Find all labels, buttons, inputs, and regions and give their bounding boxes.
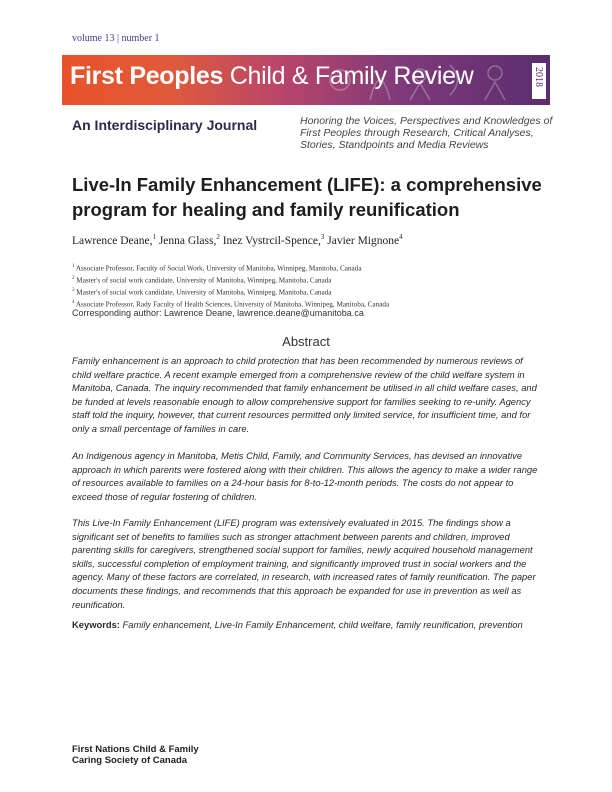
author-list xyxy=(72,233,403,247)
author-name: Jenna Glass, xyxy=(155,234,217,247)
affiliation-sup: 1 xyxy=(72,264,75,269)
author-sup: 2 xyxy=(216,233,220,241)
affiliation-sup: 2 xyxy=(72,275,75,281)
affiliation-sup: 3 xyxy=(72,287,75,293)
affiliation-sup: 4 xyxy=(72,299,75,305)
year-label: 2018 xyxy=(533,67,544,87)
publisher-line-1: First Nations Child & Family xyxy=(72,744,199,755)
banner-title-bold: First Peoples xyxy=(70,62,224,90)
abstract-paragraph-3: This Live-In Family Enhancement (LIFE) program was extensively evaluated in 2015. The findings show a significant set of benefits to families such as stronger attachment between parents and children, improved parenting skills for caregivers, strengthened social support for families, newly acquired household management skills, successful completion of employment training, and significantly improved trust in social workers and the agency. Many of these factors are correlated, in research, with increased rates of family reunification. The paper documents these findings, and recommends that this approach be expanded for use in prevention as well as reunification. xyxy=(72,517,536,610)
author-name: Lawrence Deane, xyxy=(72,234,153,247)
author-sup: 4 xyxy=(399,233,403,241)
affiliation-item xyxy=(72,274,542,286)
affiliation-text: Master's of social work candidate, University of Manitoba, Winnipeg, Manitoba, Canada xyxy=(74,276,332,285)
banner-title xyxy=(70,62,474,91)
author-name: Inez Vystrcil-Spence, xyxy=(219,234,321,247)
corresponding-author: Corresponding author: Lawrence Deane, lawrence.deane@umanitoba.ca xyxy=(72,308,364,318)
keywords-text: Family enhancement, Live-In Family Enhancement, child welfare, family reunification, prevention xyxy=(119,619,523,630)
keywords-label: Keywords: xyxy=(72,619,120,630)
volume-line: volume 13 | number 1 xyxy=(72,33,160,44)
author-sup: 3 xyxy=(320,233,325,241)
keywords xyxy=(72,618,542,632)
affiliation-item xyxy=(72,262,542,274)
abstract-heading: Abstract xyxy=(282,334,330,349)
affiliation-text: Associate Professor, Rady Faculty of Health Sciences, University of Manitoba, Winnipeg, Manitoba, Canada xyxy=(74,300,390,309)
author-sup: 1 xyxy=(152,233,156,241)
affiliation-list xyxy=(72,262,542,310)
banner-title-rest: Child & Family Review xyxy=(223,62,474,90)
affiliation-item xyxy=(72,286,542,298)
journal-banner xyxy=(62,55,550,105)
affiliation-text: Master's of social work candidate, University of Manitoba, Winnipeg, Manitoba, Canada xyxy=(74,288,332,297)
journal-tagline: Honoring the Voices, Perspectives and Knowledges of First Peoples through Research, Critical Analyses, Stories, Standpoints and Media Reviews xyxy=(300,115,553,151)
author-name: Javier Mignone xyxy=(324,234,400,247)
journal-subtitle: An Interdisciplinary Journal xyxy=(72,117,258,133)
publisher-footer xyxy=(72,744,199,766)
year-tab xyxy=(532,63,546,99)
publisher-line-2: Caring Society of Canada xyxy=(72,755,188,766)
abstract-paragraph-2: An Indigenous agency in Manitoba, Metis Child, Family, and Community Services, has devised an innovative approach in which parents were fostered along with their children. This allows the agency to make a wider range of resources available to families on a 24-hour basis for 8-to-12-month periods. The costs do not appear to exceed those of regular fostering of children. xyxy=(72,450,538,502)
article-title: Live-In Family Enhancement (LIFE): a comprehensive program for healing and family reunification xyxy=(72,174,542,220)
abstract-paragraph-1: Family enhancement is an approach to child protection that has been recommended by numerous reviews of child welfare practice. A recent example emerged from a comprehensive review of the child welfare system in Manitoba, Canada. The inquiry recommended that family enhancement be utilised in all child welfare cases, and be funded at levels reasonable enough to allow comprehensive support for families seeking to re-unify. Agency staff told the inquiry, however, that current resources permitted only limited service, for insufficient time, and for only a small percentage of families in care. xyxy=(72,355,537,434)
affiliation-text: Associate Professor, Faculty of Social Work, University of Manitoba, Winnipeg, Manitoba, Canada xyxy=(74,264,362,273)
